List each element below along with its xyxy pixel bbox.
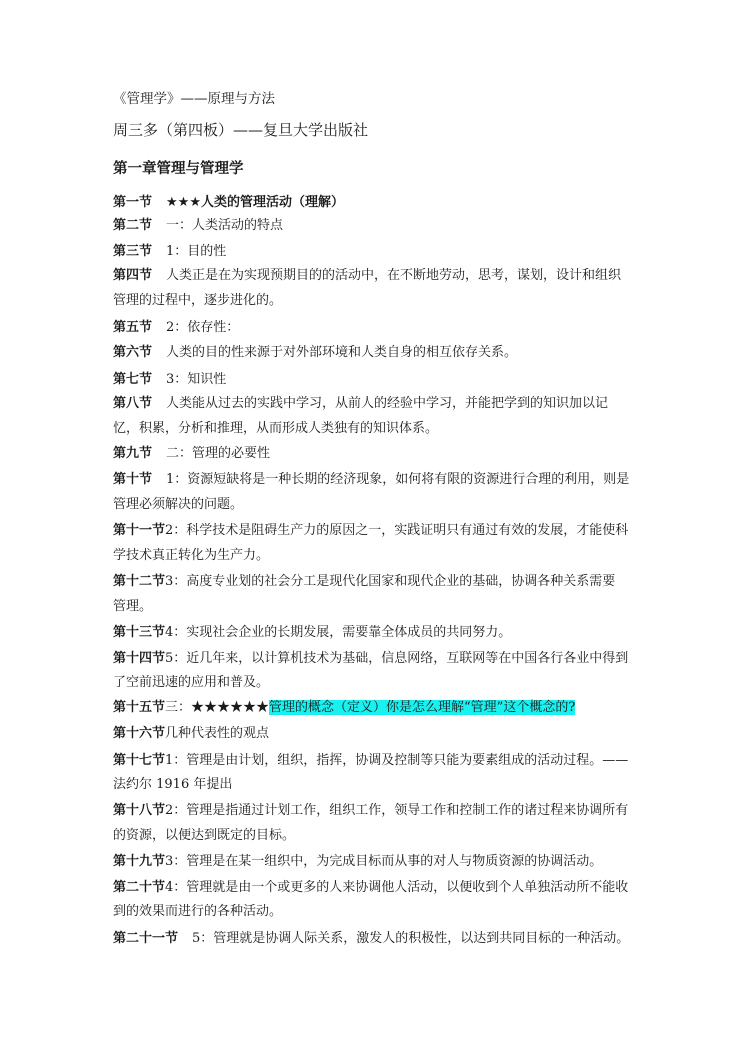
section-text: 3：管理是在某一组织中，为完成目标而从事的对人与物质资源的协调活动。 [165,854,603,869]
section-label: 第二十节 [113,880,166,895]
section-line [113,518,633,543]
section-label: 第十一节 [113,523,166,538]
section-continuation: 的资源，以便达到既定的目标。 [113,828,296,843]
section-text: 1：资源短缺将是一种长期的经济现象，如何将有限的资源进行合理的利用，则是 [166,472,630,487]
section-continuation: 管理的过程中，逐步进化的。 [113,293,283,308]
section-text: 几种代表性的观点 [165,726,270,741]
section-label: 第十九节 [113,854,166,869]
section-label: 第三节 [113,244,153,259]
section-text: 1：管理是由计划，组织，指挥，协调及控制等只能为要素组成的活动过程。—— [165,753,629,768]
section-line [113,748,633,773]
section-line [113,695,633,720]
section-label: 第十八节 [113,803,166,818]
section-text: 人类能从过去的实践中学习，从前人的经验中学习，并能把学到的知识加以记 [166,396,609,411]
section-label: 第十三节 [113,625,166,640]
section-text: 二：管理的必要性 [166,446,271,461]
section-line [113,340,633,365]
section-label: 第二节 [113,218,153,233]
section-continuation: 管理。 [113,599,153,614]
section-text: 人类正是在为实现预期目的的活动中，在不断地劳动，思考，谋划，设计和组织 [166,268,622,283]
section-label: 第五节 [113,320,153,335]
section-line [113,569,633,594]
section-line [113,239,633,264]
section-label: 第八节 [113,396,153,411]
section-line [113,721,633,746]
section-label: 第一节 [113,195,153,210]
section-line [113,849,633,874]
section-text: 4：实现社会企业的长期发展，需要靠全体成员的共同努力。 [165,625,512,640]
section-line [113,391,633,416]
section-line [113,646,633,671]
section-label: 第十节 [113,472,153,487]
section-text: ★★★人类的管理活动（理解） [166,195,344,210]
section-continuation: 法约尔 1916 年提出 [113,777,233,792]
section-text: 1：目的性 [166,244,227,259]
section-line [113,441,633,466]
section-continuation: 到的效果而进行的各种活动。 [113,904,283,919]
section-label: 第十七节 [113,753,166,768]
section-continuation: 管理必须解决的问题。 [113,497,244,512]
section-label: 第十四节 [113,651,166,666]
section-label: 第七节 [113,372,153,387]
section-text: 5：近几年来，以计算机技术为基础，信息网络，互联网等在中国各行各业中得到 [165,651,629,666]
section-line [113,875,633,900]
section-line [113,926,633,951]
section-label: 第十六节 [113,726,166,741]
section-label: 第六节 [113,345,153,360]
section-text: 一：人类活动的特点 [166,218,284,233]
section-text: 5：管理就是协调人际关系，激发人的积极性，以达到共同目标的一种活动。 [192,931,630,946]
section-label: 第四节 [113,268,153,283]
section-text: 2：依存性： [166,320,240,335]
section-line [113,367,633,392]
section-text: 3：高度专业划的社会分工是现代化国家和现代企业的基础，协调各种关系需要 [165,574,616,589]
section-line [113,467,633,492]
section-line [113,213,633,238]
section-line [113,798,633,823]
section-text: 2：科学技术是阻碍生产力的原因之一，实践证明只有通过有效的发展，才能使科 [165,523,629,538]
section-line [113,620,633,645]
section-label: 第十五节 [113,700,166,715]
section-continuation: 忆，积累，分析和推理，从而形成人类独有的知识体系。 [113,421,439,436]
section-text: 人类的目的性来源于对外部环境和人类自身的相互依存关系。 [166,345,518,360]
section-label: 第二十一节 [113,931,179,946]
section-line [113,263,633,288]
section-text: 3：知识性 [166,372,227,387]
section-line [113,190,633,215]
section-continuation: 学技术真正转化为生产力。 [113,548,270,563]
section-text: 2：管理是指通过计划工作，组织工作，领导工作和控制工作的诸过程来协调所有 [165,803,629,818]
book-title: 《管理学》——原理与方法 [113,91,275,107]
section-continuation: 了空前迅速的应用和普及。 [113,675,270,690]
section-text: 三：★★★★★★ [165,700,270,715]
chapter-title: 第一章管理与管理学 [113,161,244,177]
section-text: 4：管理就是由一个或更多的人来协调他人活动，以便收到个人单独活动所不能收 [165,880,629,895]
section-line [113,315,633,340]
section-label: 第十二节 [113,574,166,589]
section-label: 第九节 [113,446,153,461]
author-line: 周三多（第四板）——复旦大学出版社 [113,121,369,139]
highlighted-question: 管理的概念（定义）你是怎么理解“管理”这个概念的? [269,700,576,715]
